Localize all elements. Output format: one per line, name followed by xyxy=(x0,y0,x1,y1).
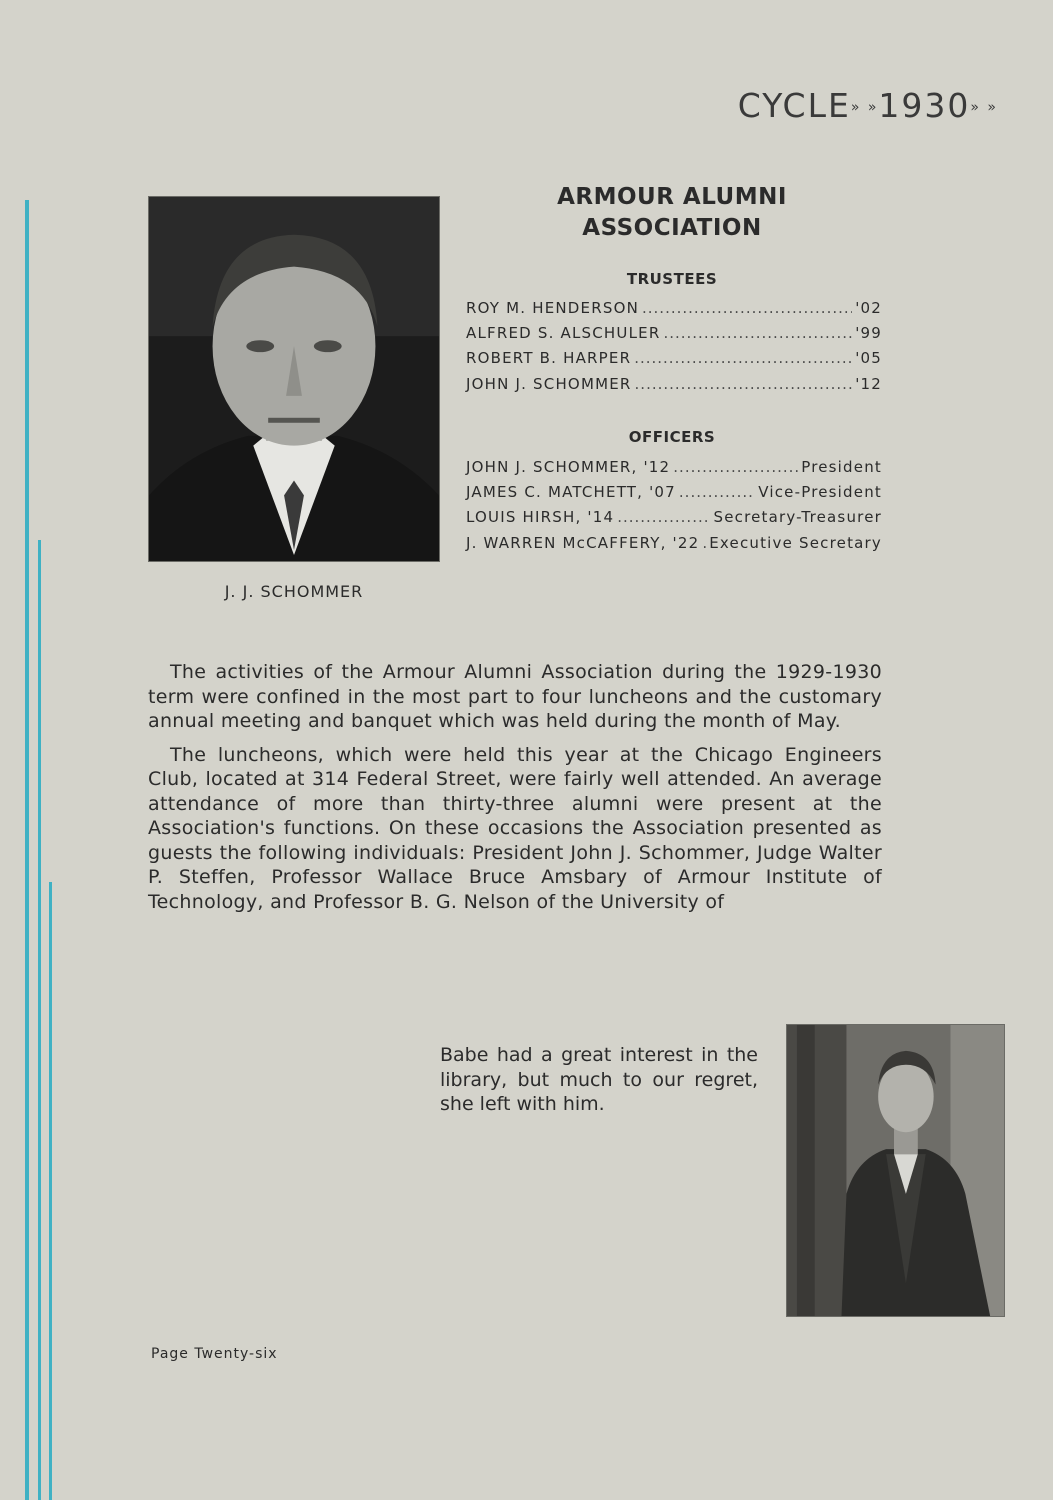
leader-dots xyxy=(673,458,798,476)
leader-dots xyxy=(702,534,706,552)
officer-name: JOHN J. SCHOMMER, '12 xyxy=(466,458,671,476)
association-title xyxy=(462,182,882,244)
student-photo xyxy=(786,1024,1005,1317)
trustee-row xyxy=(466,324,882,342)
officer-role: Executive Secretary xyxy=(709,534,882,552)
babe-caption: Babe had a great interest in the library, but much to our regret, she left with him. xyxy=(440,1044,758,1115)
officer-row xyxy=(466,458,882,476)
body-paragraph: The luncheons, which were held this year at the Chicago Engineers Club, located at 314 Federal Street, were fairly well attended. An average attendance of more than thirty-three alumni were present at the Association's functions. On these occasions the Association presented as guests the following individuals: President John J. Schommer, Judge Walter P. Steffen, Professor Wallace Bruce Amsbary of Armour Institute of Technology, and Professor B. G. Nelson of the University of xyxy=(148,743,882,913)
trustee-year: '05 xyxy=(855,349,882,367)
leader-dots xyxy=(663,324,852,342)
leader-dots xyxy=(635,375,853,393)
association-title-line: ARMOUR ALUMNI xyxy=(557,184,787,210)
running-header xyxy=(738,86,998,125)
officer-name: J. WARREN McCAFFERY, '22 xyxy=(466,534,700,552)
officer-row xyxy=(466,483,882,501)
decorative-rule xyxy=(25,200,29,1500)
officer-role: President xyxy=(801,458,882,476)
trustee-name: JOHN J. SCHOMMER xyxy=(466,375,632,393)
portrait-photo xyxy=(148,196,440,562)
officer-row xyxy=(466,534,882,552)
trustee-name: ROY M. HENDERSON xyxy=(466,299,639,317)
trustee-row xyxy=(466,349,882,367)
page-number: Page Twenty-six xyxy=(151,1346,278,1362)
leader-dots xyxy=(679,483,755,501)
officer-row xyxy=(466,508,882,526)
header-chevrons: » » xyxy=(970,99,998,116)
body-text xyxy=(148,660,882,923)
officer-role: Secretary-Treasurer xyxy=(713,508,882,526)
trustee-row xyxy=(466,299,882,317)
header-chevrons: » » xyxy=(850,99,879,116)
body-paragraph: The activities of the Armour Alumni Association during the 1929-1930 term were confined in the most part to four luncheons and the customary annual meeting and banquet which was held during the month of May. xyxy=(148,661,882,732)
decorative-rule xyxy=(49,882,52,1500)
trustees-heading: TRUSTEES xyxy=(626,270,718,288)
leader-dots xyxy=(634,349,852,367)
trustee-year: '99 xyxy=(855,324,882,342)
trustee-year: '12 xyxy=(855,375,882,393)
officer-role: Vice-President xyxy=(758,483,882,501)
trustee-year: '02 xyxy=(855,299,882,317)
trustee-name: ALFRED S. ALSCHULER xyxy=(466,324,661,342)
header-year: 1930 xyxy=(878,86,971,125)
leader-dots xyxy=(642,299,852,317)
trustee-row xyxy=(466,375,882,393)
officers-heading: OFFICERS xyxy=(628,428,716,446)
association-title-line: ASSOCIATION xyxy=(582,215,762,241)
officer-name: LOUIS HIRSH, '14 xyxy=(466,508,615,526)
decorative-rule xyxy=(38,540,41,1500)
portrait-caption: J. J. SCHOMMER xyxy=(224,582,364,601)
officer-name: JAMES C. MATCHETT, '07 xyxy=(466,483,676,501)
header-word: CYCLE xyxy=(737,86,851,125)
leader-dots xyxy=(617,508,710,526)
trustee-name: ROBERT B. HARPER xyxy=(466,349,632,367)
